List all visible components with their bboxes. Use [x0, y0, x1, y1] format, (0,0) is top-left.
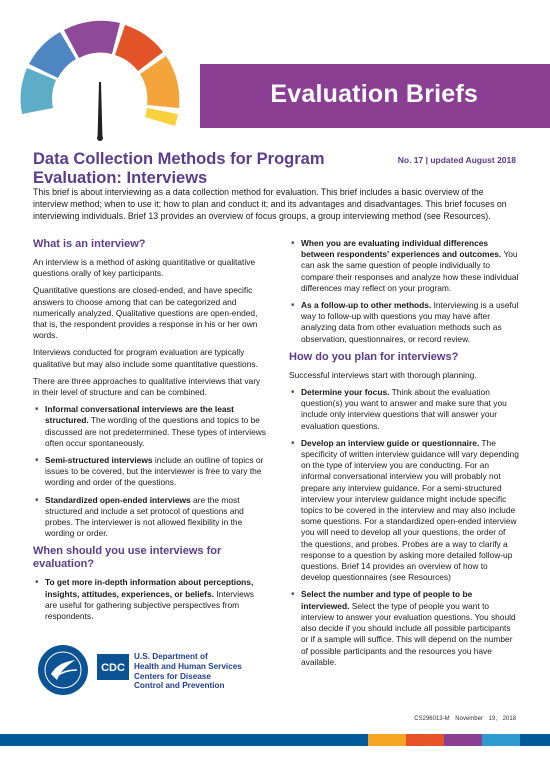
list-item-lead: As a follow-up to other methods. [301, 300, 432, 311]
list-item-lead: Informal conversational interviews are the least structured. [45, 404, 234, 426]
org-line: Control and Prevention [134, 681, 225, 691]
footer-codes [414, 716, 516, 722]
paragraph: An interview is a method of asking quantitative or qualitative questions orally of key participants. [33, 257, 256, 279]
section-heading-when-to-use: When should you use interviews for evaluation? [33, 545, 222, 571]
list-item-text: Select the type of people you want to interview to answer your evaluation questions. You should also decide if you should include all possible participants or if a sample will suffice. This will depend on the number of possible participants and the resources you have available. [301, 600, 516, 667]
list-item-text: The specificity of written interview guidance will vary depending on the type of interview you are conducting. For an informal conversational interview you will probably not prepare any interview guidance. For a semi-structured interview your interview guidance might include specific topics to be covered in the interview and may also include some questions. For a standardized open-ended interview you will need to develop all your questions, the order of the questions, and probes. Probes are a way to clarify a response to a question by asking more detailed follow-up questions. Brief 14 provides an overview of how to develop questionnaires (see Resources) [301, 437, 519, 583]
when-list [33, 577, 266, 622]
cdc-logo-icon [97, 654, 129, 680]
document-title-line-1: Data Collection Methods for Program [33, 150, 325, 168]
paragraph: Successful interviews start with thorough planning. [289, 369, 477, 380]
publication-date: November 19, 2018 [455, 716, 516, 722]
list-item-lead: Determine your focus. [301, 387, 390, 398]
cdc-logo-text: CDC [101, 662, 125, 674]
list-item-lead: Select the number and type of people to be interviewed. [301, 589, 473, 611]
left-column [33, 238, 266, 628]
right-column [289, 238, 519, 674]
list-item-lead: When you are evaluating individual differences between respondents' experiences and outcomes. [301, 238, 502, 260]
approach-list [33, 404, 266, 539]
footer-stripe [444, 734, 482, 746]
list-item-text: Think about the evaluation question(s) you want to answer and make sure that you include only interview questions that will answer your evaluation questions. [301, 387, 507, 431]
section-heading-what-is-interview: What is an interview? [33, 238, 146, 250]
list-item [301, 300, 519, 345]
list-item-lead: Standardized open-ended interviews [45, 494, 191, 505]
list-item [301, 387, 519, 432]
list-item-text: Interviewing is a useful way to follow-up with questions you may have after analyzing data from other evaluation methods such as observation, questionnaires, or record review. [301, 300, 519, 344]
document-title [33, 150, 343, 188]
org-name [134, 652, 242, 691]
header-title: Evaluation Briefs [270, 80, 478, 108]
footer-stripe [482, 734, 520, 746]
list-item [45, 455, 266, 489]
list-item-text: are the most structured and include a set protocol of questions and probes. The interviewer is not allowed flexibility in the wording or order. [45, 494, 244, 539]
issue-info: No. 17 | updated August 2018 [397, 155, 516, 165]
org-line: U.S. Department of [134, 652, 208, 661]
publication-code: CS296013-M [414, 716, 450, 722]
when-list-continued [289, 238, 519, 345]
document-title-line-2: Evaluation: Interviews [33, 169, 208, 187]
list-item [301, 238, 519, 294]
list-item-lead: Semi-structured interviews [45, 455, 153, 466]
section-heading-plan: How do you plan for interviews? [289, 350, 459, 363]
list-item [301, 589, 519, 667]
list-item-text: You can ask the same question of people individually to compare their responses and analyze how these individual differences may reflect on your program. [301, 249, 519, 293]
org-line: Health and Human Services [134, 661, 242, 671]
paragraph: There are three approaches to qualitative interviews that vary in their level of structure and can be combined. [33, 375, 261, 398]
gauge-icon [0, 0, 200, 145]
hhs-seal-icon [37, 644, 89, 696]
list-item-text: The wording of the questions and topics to be discussed are not predetermined. These types of interviews often occur spontaneously. [45, 415, 266, 448]
list-item-text: Interviews are useful for gathering subjective perspectives from respondents. [45, 588, 254, 622]
plan-list [289, 387, 519, 668]
list-item-text: include an outline of topics or issues to be covered, but the interviewer is free to vary the wording and order of the questions. [45, 455, 264, 488]
paragraph: Quantitative questions are closed-ended, and have specific answers to choose among that can be categorized and numerically analyzed. Qualitative questions are open-ended, that is, the respondent provides a response in his or her own words. [33, 285, 258, 341]
list-item-lead: Develop an interview guide or questionnaire. [301, 437, 480, 448]
list-item-lead: To get more in-depth information about perceptions, insights, attitudes, experiences, or beliefs. [45, 577, 254, 599]
paragraph: Interviews conducted for program evaluation are typically qualitative but may also include some quantitative questions. [33, 347, 258, 369]
org-line: Centers for Disease [134, 671, 211, 681]
intro-paragraph: This brief is about interviewing as a data collection method for evaluation. This brief includes a basic overview of the interview method; when to use it; how to plan and conduct it; and its advantages and disadvantages. This brief focuses on interviewing individuals. Brief 13 provides an overview of focus groups, a group interviewing method (see Resources). [33, 187, 507, 221]
list-item [301, 438, 519, 584]
footer-stripe [368, 734, 406, 746]
list-item [45, 404, 266, 449]
list-item [45, 577, 266, 622]
footer-stripe [406, 734, 444, 746]
list-item [45, 495, 266, 540]
